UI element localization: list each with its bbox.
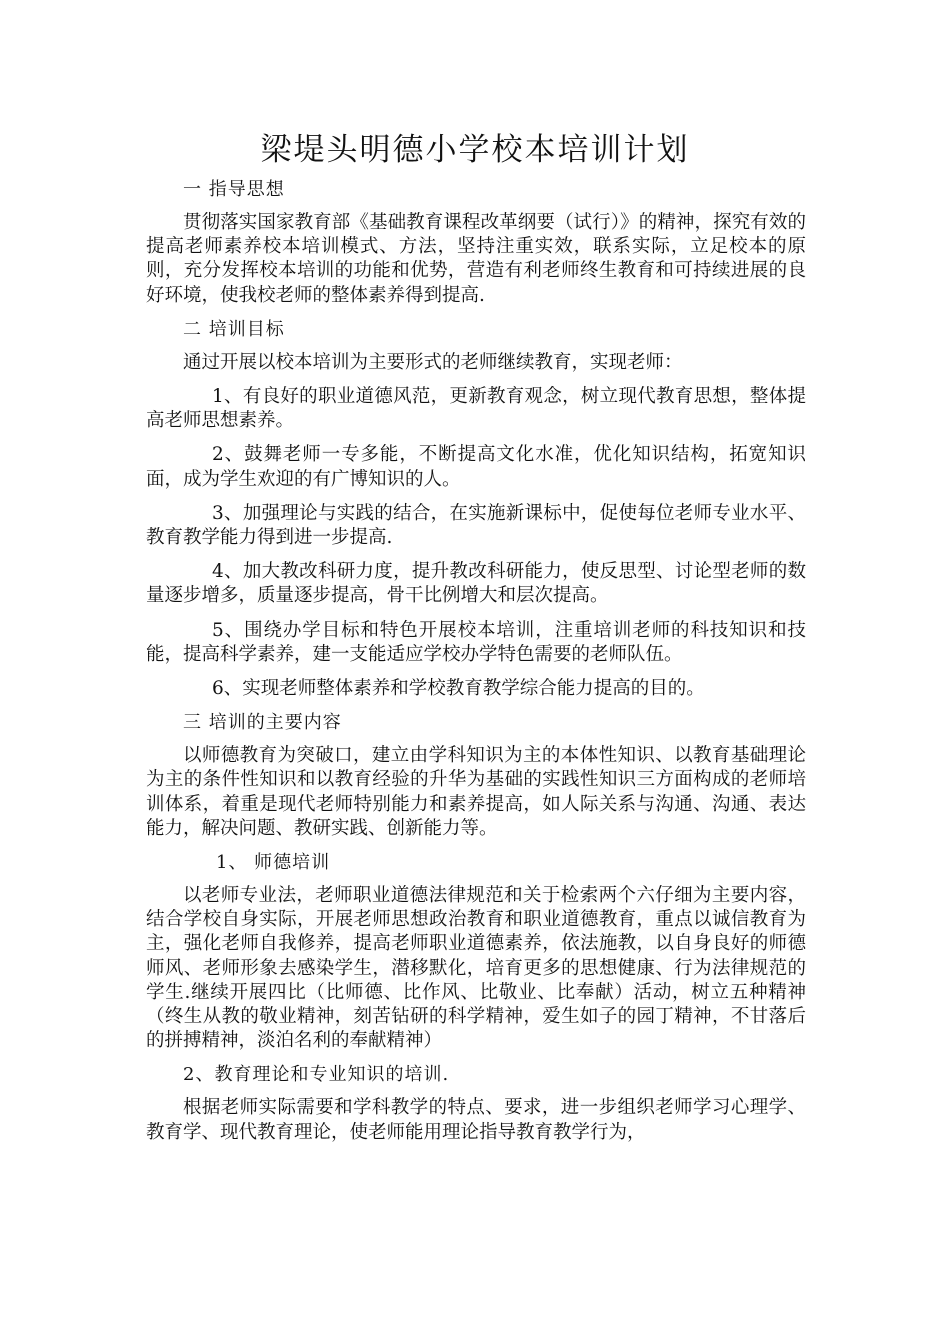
section-heading-training-content: 三 培训的主要内容 (183, 712, 342, 734)
section-heading-guiding-thought: 一 指导思想 (183, 179, 285, 200)
section-heading-training-goals: 二 培训目标 (183, 318, 285, 340)
goal-item-6: 6、实现老师整体素养和学校教育教学综合能力提高的目的。 (212, 678, 705, 700)
goal-item-3: 3、加强理论与实践的结合，在实施新课标中，促使每位老师专业水平、教育教学能力得到进一步提高. (146, 502, 806, 549)
paragraph-training-goals-intro: 通过开展以校本培训为主要形式的老师继续教育，实现老师： (183, 351, 683, 373)
subheading-theory-training: 2、教育理论和专业知识的培训. (183, 1064, 450, 1086)
paragraph-training-content: 以师德教育为突破口，建立由学科知识为主的本体性知识、以教育基础理论为主的条件性知识和以教育经验的升华为基础的实践性知识三方面构成的老师培训体系，着重是现代老师特别能力和素养提高，如人际关系与沟通、沟通、表达能力，解决问题、教研实践、创新能力等。 (146, 745, 806, 839)
paragraph-theory-training: 根据老师实际需要和学科教学的特点、要求，进一步组织老师学习心理学、教育学、现代教育理论，使老师能用理论指导教育教学行为， (146, 1097, 806, 1143)
subheading-ethics-training: 1、 师德培训 (216, 852, 331, 874)
goal-item-1: 1、有良好的职业道德风范，更新教育观念，树立现代教育思想，整体提高老师思想素养。 (146, 386, 806, 432)
document-title: 梁堤头明德小学校本培训计划 (260, 132, 690, 168)
paragraph-ethics-training: 以老师专业法，老师职业道德法律规范和关于检索两个六仔细为主要内容，结合学校自身实际，开展老师思想政治教育和职业道德教育，重点以诚信教育为主，强化老师自我修养，提高老师职业道德素养，依法施教，以自身良好的师德师风、老师形象去感染学生，潜移默化，培育更多的思想健康、行为法律规范的学生.继续开展四比（比师德、比作风、比敬业、比奉献）活动，树立五种精神（终生从教的敬业精神，刻苦钻研的科学精神，爱生如子的园丁精神，不甘落后的拼搏精神，淡泊名利的奉献精神） (146, 885, 806, 1052)
goal-item-2: 2、鼓舞老师一专多能，不断提高文化水准，优化知识结构，拓宽知识面，成为学生欢迎的有广博知识的人。 (146, 444, 806, 490)
document-body (146, 178, 806, 1155)
goal-item-4: 4、加大教改科研力度，提升教改科研能力，使反思型、讨论型老师的数量逐步增多，质量逐步提高，骨干比例增大和层次提高。 (146, 561, 806, 607)
paragraph-guiding-thought: 贯彻落实国家教育部《基础教育课程改革纲要（试行）》的精神，探究有效的提高老师素养校本培训模式、方法，坚持注重实效，联系实际，立足校本的原则，充分发挥校本培训的功能和优势，营造有利老师终生教育和可持续进展的良好环境，使我校老师的整体素养得到提高. (146, 212, 806, 306)
goal-item-5: 5、围绕办学目标和特色开展校本培训，注重培训老师的科技知识和技能，提高科学素养，建一支能适应学校办学特色需要的老师队伍。 (146, 619, 806, 665)
